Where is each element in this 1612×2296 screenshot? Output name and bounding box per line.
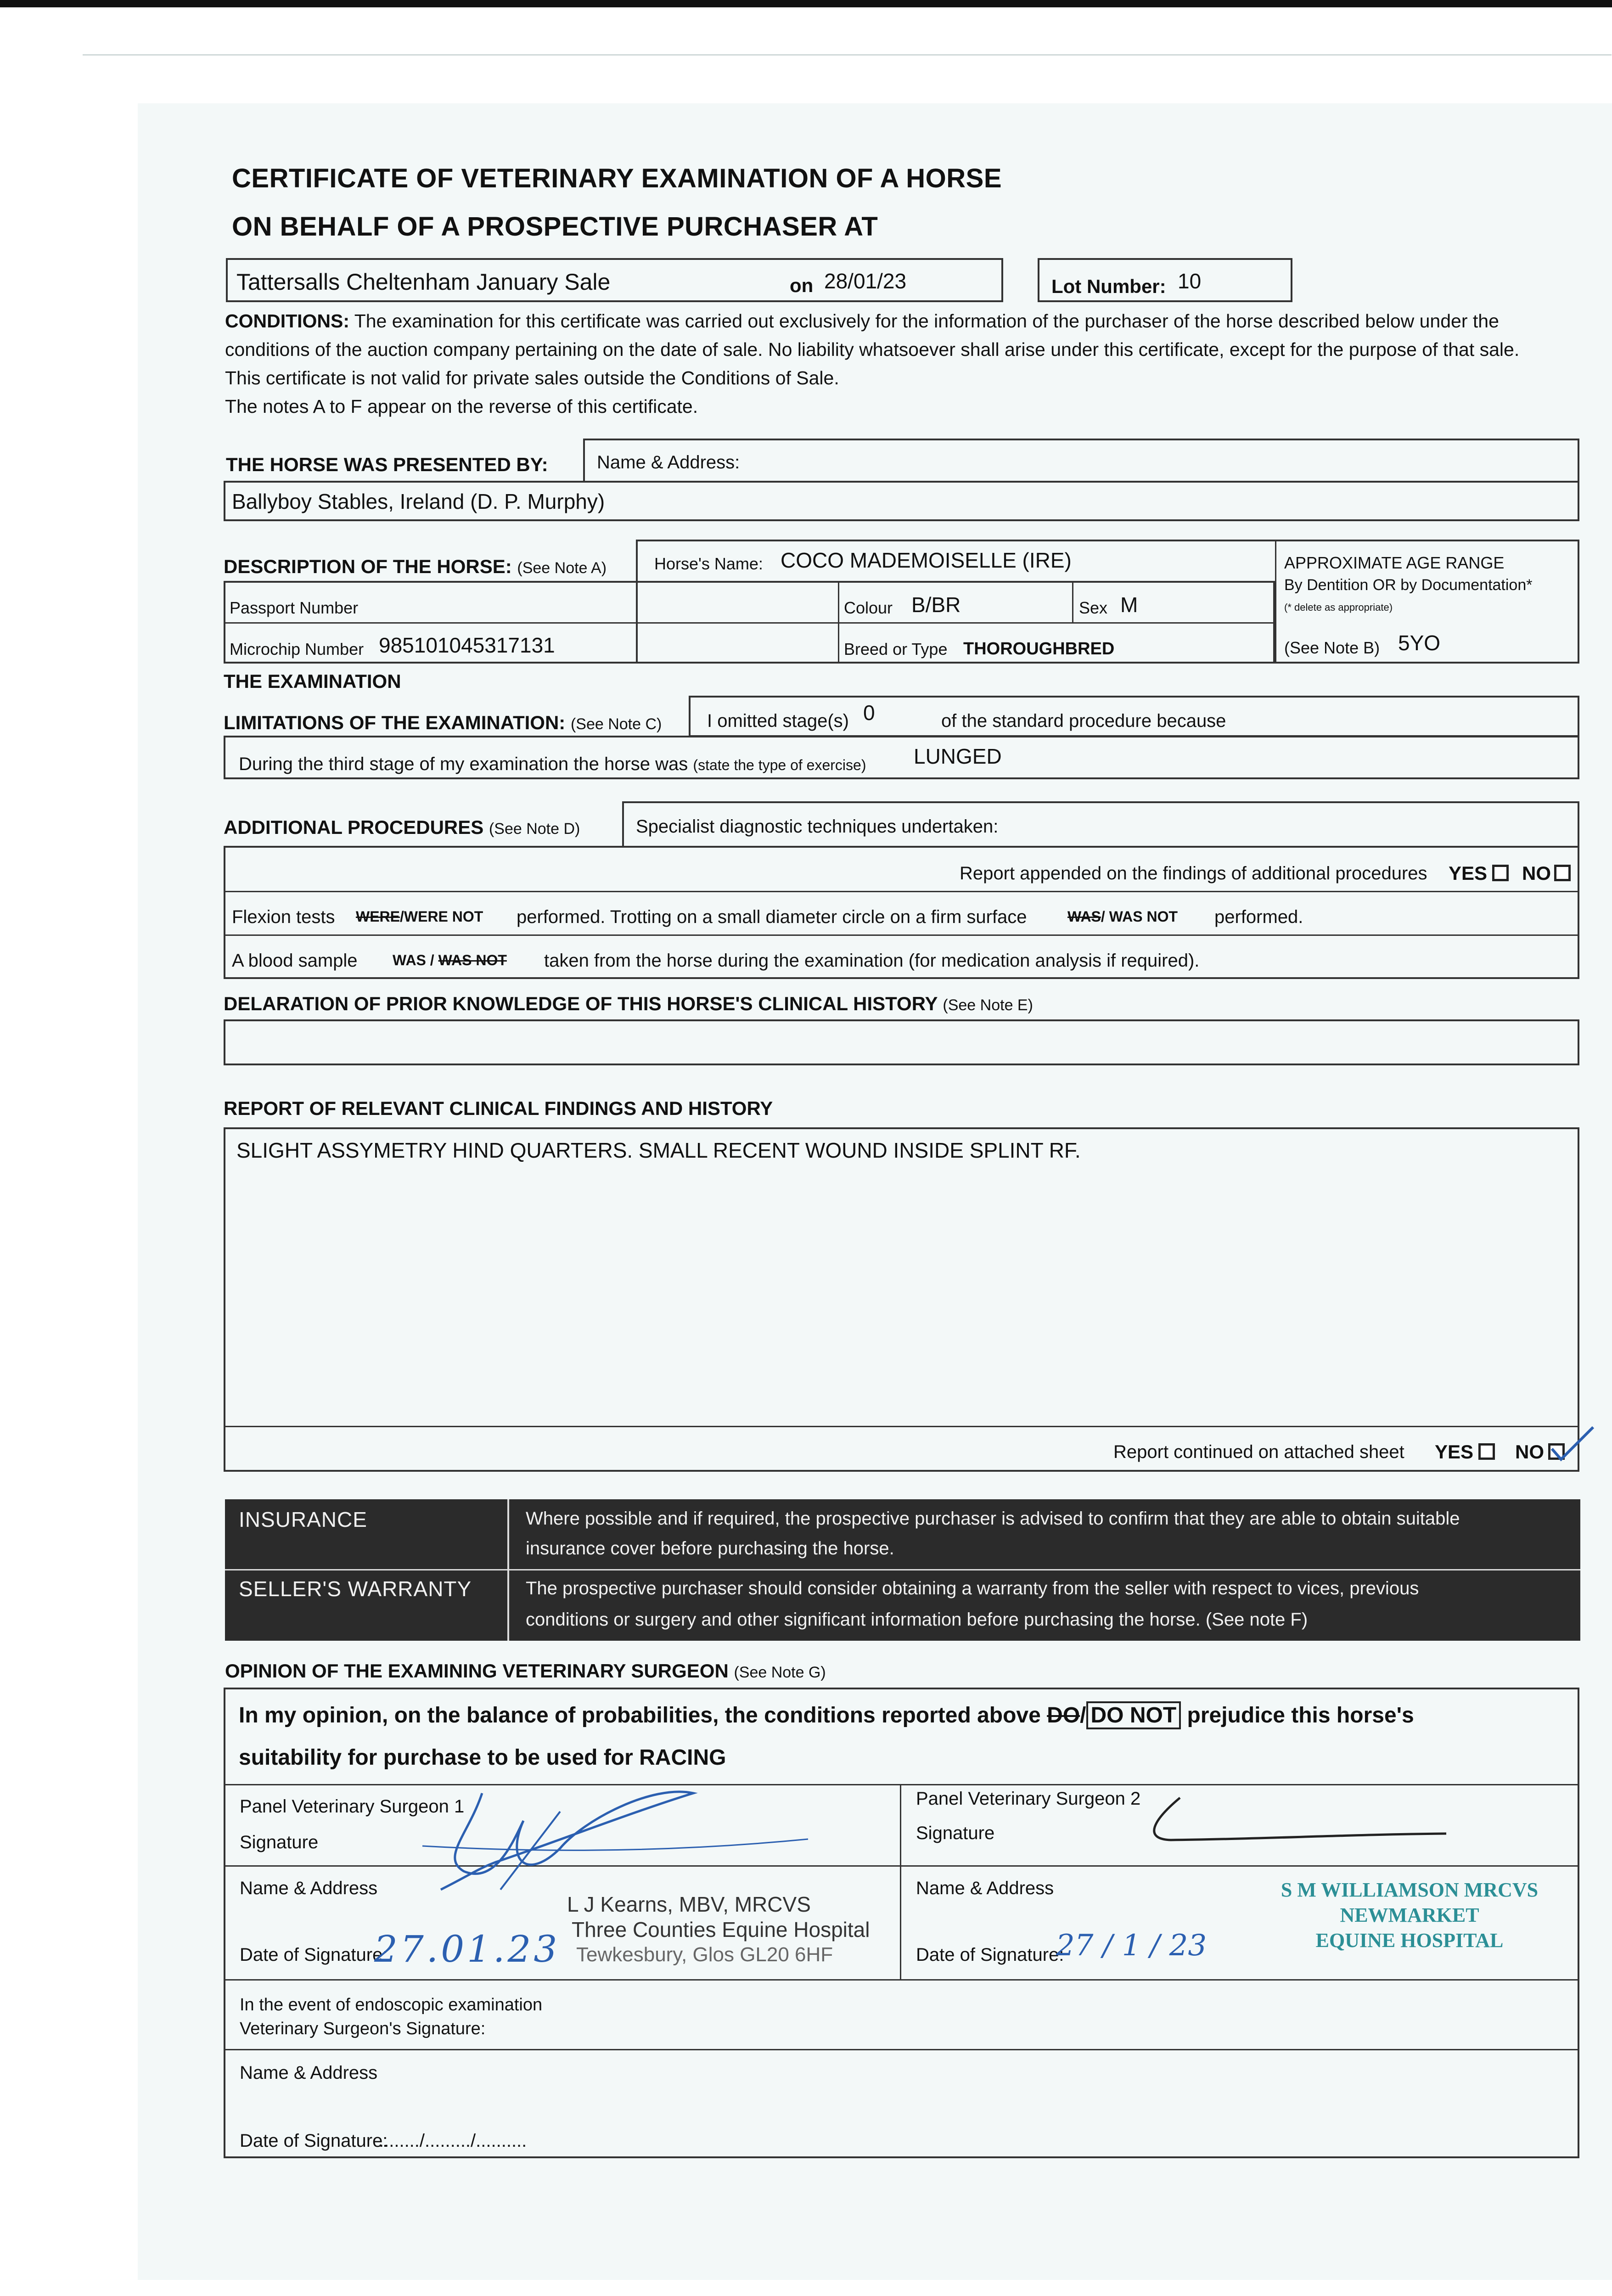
additional-row-divider-2	[224, 934, 1579, 936]
sale-name: Tattersalls Cheltenham January Sale	[236, 269, 611, 295]
age-column-divider	[1275, 540, 1276, 664]
title-line-1: CERTIFICATE OF VETERINARY EXAMINATION OF A HORSE	[232, 163, 1002, 193]
lot-label: Lot Number:	[1051, 276, 1166, 297]
report-label: REPORT OF RELEVANT CLINICAL FINDINGS AND HISTORY	[224, 1097, 773, 1119]
endoscopic-row-top	[224, 1979, 1579, 1981]
warranty-text-1: The prospective purchaser should consider obtaining a warranty from the seller with respect to vices, previous	[526, 1578, 1419, 1598]
report-appended-no-label: NO	[1522, 862, 1551, 884]
flexion-were-not: WERE NOT	[404, 908, 483, 925]
age-value: 5YO	[1398, 631, 1441, 655]
endoscopic-date-value: ......../........./..........	[379, 2131, 527, 2151]
endoscopic-date-label: Date of Signature:	[240, 2131, 388, 2151]
surgeon1-signature	[413, 1766, 817, 1894]
third-stage-label: During the third stage of my examination the horse was	[239, 754, 688, 774]
surgeon2-label: Panel Veterinary Surgeon 2	[916, 1789, 1141, 1809]
surgeon1-signature-label: Signature	[240, 1832, 319, 1852]
declaration-label	[224, 993, 1033, 1015]
surgeon1-name-line3: Tewkesbury, Glos GL20 6HF	[576, 1943, 833, 1966]
opinion-label-text: OPINION OF THE EXAMINING VETERINARY SURGEON	[225, 1660, 729, 1682]
title-line-2: ON BEHALF OF A PROSPECTIVE PURCHASER AT	[232, 212, 878, 242]
sale-on-label: on	[790, 275, 814, 296]
report-appended-label: Report appended on the findings of additional procedures	[960, 863, 1427, 884]
declaration-note: (See Note E)	[943, 996, 1033, 1014]
blood-sep: /	[430, 952, 434, 968]
sex-value: M	[1120, 593, 1138, 617]
flexion-label: Flexion tests	[232, 907, 335, 927]
insurance-text-1: Where possible and if required, the prospective purchaser is advised to confirm that they are able to obtain suitable	[526, 1508, 1460, 1529]
third-stage-note: (state the type of exercise)	[693, 757, 866, 773]
age-delete-note: (* delete as appropriate)	[1284, 602, 1393, 613]
report-continued-no-label: NO	[1515, 1441, 1544, 1463]
report-appended-yes-checkbox[interactable]	[1492, 865, 1509, 881]
microchip-label: Microchip Number	[230, 640, 364, 658]
surgeon1-name-line1: L J Kearns, MBV, MRCVS	[567, 1892, 811, 1916]
colour-column-divider	[838, 581, 839, 664]
third-stage-text	[239, 754, 866, 775]
notice-divider-horizontal	[225, 1569, 1580, 1570]
examination-heading: THE EXAMINATION	[224, 670, 401, 692]
conditions-label: CONDITIONS:	[225, 310, 350, 332]
no-tick-mark	[1547, 1424, 1598, 1465]
flexion-were: WERE	[356, 908, 400, 925]
insurance-label: INSURANCE	[239, 1508, 367, 1531]
surgeon2-signature	[1143, 1789, 1455, 1853]
report-appended-no-checkbox[interactable]	[1554, 865, 1571, 881]
additional-note: (See Note D)	[489, 820, 580, 838]
flexion-options	[356, 908, 483, 925]
presented-name-label: Name & Address:	[597, 452, 740, 473]
opinion-sep: /	[1080, 1703, 1086, 1728]
description-note: (See Note A)	[517, 559, 607, 577]
report-continued-label: Report continued on attached sheet	[1113, 1442, 1404, 1462]
warranty-label: SELLER'S WARRANTY	[239, 1577, 472, 1601]
opinion-do: DO	[1047, 1703, 1080, 1728]
opinion-statement	[239, 1703, 1414, 1728]
sale-date: 28/01/23	[824, 269, 907, 293]
declaration-box	[224, 1019, 1579, 1065]
surgeon2-date: 27 / 1 / 23	[1056, 1929, 1207, 1963]
breed-label: Breed or Type	[844, 640, 948, 658]
exercise-value: LUNGED	[914, 744, 1002, 768]
surgeon1-name-label: Name & Address	[240, 1878, 378, 1898]
surgeon2-stamp-line2: NEWMARKET	[1340, 1904, 1479, 1926]
conditions-notes: The notes A to F appear on the reverse of this certificate.	[225, 396, 698, 417]
specialist-label: Specialist diagnostic techniques undertaken:	[636, 816, 999, 837]
warranty-text-2: conditions or surgery and other significant information before purchasing the horse. (See note F)	[526, 1609, 1308, 1630]
declaration-label-text: DELARATION OF PRIOR KNOWLEDGE OF THIS HORSE'S CLINICAL HISTORY	[224, 993, 938, 1014]
endoscopic-name-row-top	[224, 2049, 1579, 2050]
trot-was-not: WAS NOT	[1109, 908, 1178, 925]
surgeon1-date: 27.01.23	[374, 1928, 560, 1970]
report-text: SLIGHT ASSYMETRY HIND QUARTERS. SMALL RECENT WOUND INSIDE SPLINT RF.	[236, 1138, 1081, 1162]
horse-name-label: Horse's Name:	[654, 554, 763, 573]
age-note: (See Note B)	[1284, 638, 1380, 657]
trot-sep: /	[1101, 908, 1105, 925]
surgeon2-date-label: Date of Signature:	[916, 1945, 1064, 1965]
endoscopic-name-label: Name & Address	[240, 2063, 378, 2083]
additional-label-text: ADDITIONAL PROCEDURES	[224, 816, 484, 838]
flexion-tail: performed. Trotting on a small diameter circle on a firm surface	[517, 907, 1027, 927]
sex-column-divider	[1072, 581, 1073, 622]
surgeon2-stamp-line1: S M WILLIAMSON MRCVS	[1281, 1879, 1539, 1901]
trot-options	[1067, 908, 1178, 925]
opinion-do-not: DO NOT	[1086, 1701, 1181, 1729]
opinion-text-1: In my opinion, on the balance of probabilities, the conditions reported above	[239, 1703, 1041, 1728]
insurance-text-2: insurance cover before purchasing the horse.	[526, 1538, 894, 1559]
additional-label	[224, 816, 580, 838]
conditions-paragraph	[225, 307, 1529, 392]
colour-value: B/BR	[911, 593, 961, 617]
age-title: APPROXIMATE AGE RANGE	[1284, 553, 1505, 572]
description-label-text: DESCRIPTION OF THE HORSE:	[224, 556, 512, 577]
report-bottom-divider	[224, 1426, 1579, 1427]
opinion-text-2: prejudice this horse's	[1187, 1703, 1414, 1728]
surgeon2-signature-label: Signature	[916, 1823, 995, 1843]
additional-row-divider-1	[224, 891, 1579, 892]
surgeon2-stamp-line3: EQUINE HOSPITAL	[1315, 1929, 1504, 1952]
opinion-label	[225, 1660, 826, 1682]
presented-value: Ballyboy Stables, Ireland (D. P. Murphy)	[232, 490, 605, 513]
sex-label: Sex	[1079, 598, 1108, 617]
blood-was: WAS	[393, 952, 426, 968]
surgeon-column-divider	[900, 1784, 901, 1979]
blood-label: A blood sample	[232, 951, 358, 971]
breed-value: THOROUGHBRED	[963, 639, 1115, 658]
microchip-value: 985101045317131	[379, 633, 555, 657]
limitations-label	[224, 712, 662, 734]
surgeon1-name-line2: Three Counties Equine Hospital	[572, 1918, 870, 1941]
blood-tail: taken from the horse during the examination (for medication analysis if required).	[544, 951, 1200, 971]
horse-name: COCO MADEMOISELLE (IRE)	[781, 548, 1072, 572]
endoscopic-label-1: In the event of endoscopic examination	[240, 1995, 543, 2015]
blood-options	[393, 952, 507, 969]
trot-was: WAS	[1067, 908, 1101, 925]
blood-was-not: WAS NOT	[438, 952, 507, 968]
scan-top-edge	[0, 0, 1612, 7]
scan-rule	[83, 54, 1612, 56]
omitted-because: of the standard procedure because	[941, 711, 1226, 731]
conditions-text: The examination for this certificate was carried out exclusively for the information of the purchaser of the horse described below under the conditions of the auction company pertaining on the date of sale. No liability whatsoever shall arise under this certificate, except for the purpose of that sale. This certificate is not valid for private sales outside the Conditions of Sale.	[225, 310, 1520, 388]
report-continued-yes-checkbox[interactable]	[1478, 1443, 1495, 1460]
omitted-value: 0	[863, 701, 875, 725]
colour-label: Colour	[844, 598, 893, 617]
limitations-label-text: LIMITATIONS OF THE EXAMINATION:	[224, 712, 566, 733]
report-appended-yes-label: YES	[1449, 862, 1488, 884]
omitted-label: I omitted stage(s)	[707, 711, 849, 731]
opinion-note: (See Note G)	[734, 1664, 826, 1681]
report-box	[224, 1127, 1579, 1472]
report-continued-yes-label: YES	[1435, 1441, 1474, 1463]
surgeon2-name-label: Name & Address	[916, 1878, 1054, 1898]
limitations-note: (See Note C)	[570, 715, 662, 733]
trot-tail: performed.	[1214, 907, 1303, 927]
description-row-divider	[224, 622, 1275, 624]
lot-number: 10	[1178, 269, 1202, 293]
passport-label: Passport Number	[230, 598, 359, 617]
endoscopic-label-2: Veterinary Surgeon's Signature:	[240, 2019, 486, 2038]
description-label	[224, 556, 607, 578]
age-by: By Dentition OR by Documentation*	[1284, 576, 1533, 594]
surgeon1-date-label: Date of Signature:	[240, 1945, 388, 1965]
flexion-sep: /	[400, 908, 404, 925]
opinion-text-3: suitability for purchase to be used for RACING	[239, 1745, 726, 1770]
presented-label: THE HORSE WAS PRESENTED BY:	[226, 454, 548, 475]
surgeon1-label: Panel Veterinary Surgeon 1	[240, 1796, 465, 1817]
